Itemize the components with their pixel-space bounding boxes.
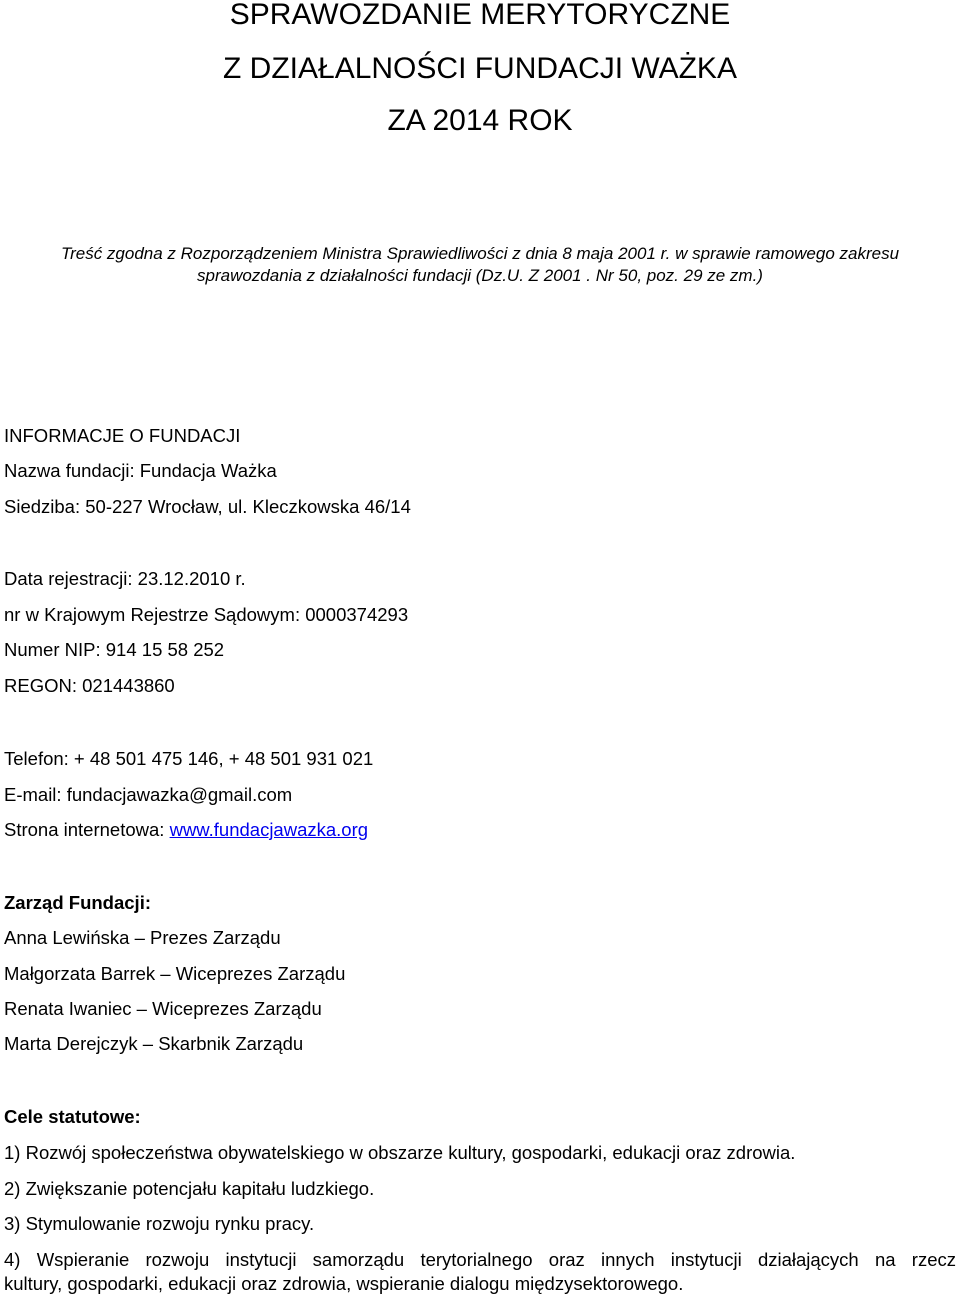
goal-item-4-line-2: kultury, gospodarki, edukacji oraz zdrowia, wspieranie dialogu międzysektorowego. <box>4 1273 684 1294</box>
document-title-line-1: SPRAWOZDANIE MERYTORYCZNE <box>229 0 731 31</box>
document-title-line-2: Z DZIAŁALNOŚCI FUNDACJI WAŻKA <box>223 52 737 85</box>
regon-number: REGON: 021443860 <box>4 675 175 696</box>
goal-item-4-line-1: 4) Wspieranie rozwoju instytucji samorządu terytorialnego oraz innych instytucji działających na rzecz <box>4 1249 956 1270</box>
nip-number: Numer NIP: 914 15 58 252 <box>4 639 225 660</box>
document-title-line-3: ZA 2014 ROK <box>387 104 573 137</box>
board-member: Anna Lewińska – Prezes Zarządu <box>4 927 281 948</box>
legal-note-line-2: sprawozdania z działalności fundacji (Dz.U. Z 2001 . Nr 50, poz. 29 ze zm.) <box>197 266 763 285</box>
goal-item: 2) Zwiększanie potencjału kapitału ludzkiego. <box>4 1178 375 1199</box>
phone-numbers: Telefon: + 48 501 475 146, + 48 501 931 021 <box>4 748 374 769</box>
krs-number: nr w Krajowym Rejestrze Sądowym: 0000374293 <box>4 604 409 625</box>
registration-date: Data rejestracji: 23.12.2010 r. <box>4 568 246 589</box>
board-member: Małgorzata Barrek – Wiceprezes Zarządu <box>4 963 346 984</box>
goals-heading: Cele statutowe: <box>4 1106 141 1127</box>
goal-item-4 <box>4 1248 956 1296</box>
info-heading: INFORMACJE O FUNDACJI <box>4 425 241 446</box>
foundation-name: Nazwa fundacji: Fundacja Ważka <box>4 460 277 481</box>
legal-note-line-1: Treść zgodna z Rozporządzeniem Ministra Sprawiedliwości z dnia 8 maja 2001 r. w sprawie ramowego zakresu <box>60 244 900 263</box>
board-member: Marta Derejczyk – Skarbnik Zarządu <box>4 1033 304 1054</box>
website-link[interactable]: www.fundacjawazka.org <box>169 819 369 840</box>
goal-item: 3) Stymulowanie rozwoju rynku pracy. <box>4 1213 315 1234</box>
board-member: Renata Iwaniec – Wiceprezes Zarządu <box>4 998 322 1019</box>
website-line <box>4 818 368 842</box>
email-address: E-mail: fundacjawazka@gmail.com <box>4 784 293 805</box>
goal-item: 1) Rozwój społeczeństwa obywatelskiego w obszarze kultury, gospodarki, edukacji oraz zdrowia. <box>4 1142 796 1163</box>
website-label: Strona internetowa: <box>4 819 170 840</box>
foundation-seat: Siedziba: 50-227 Wrocław, ul. Kleczkowska 46/14 <box>4 496 411 517</box>
board-heading: Zarząd Fundacji: <box>4 892 151 913</box>
